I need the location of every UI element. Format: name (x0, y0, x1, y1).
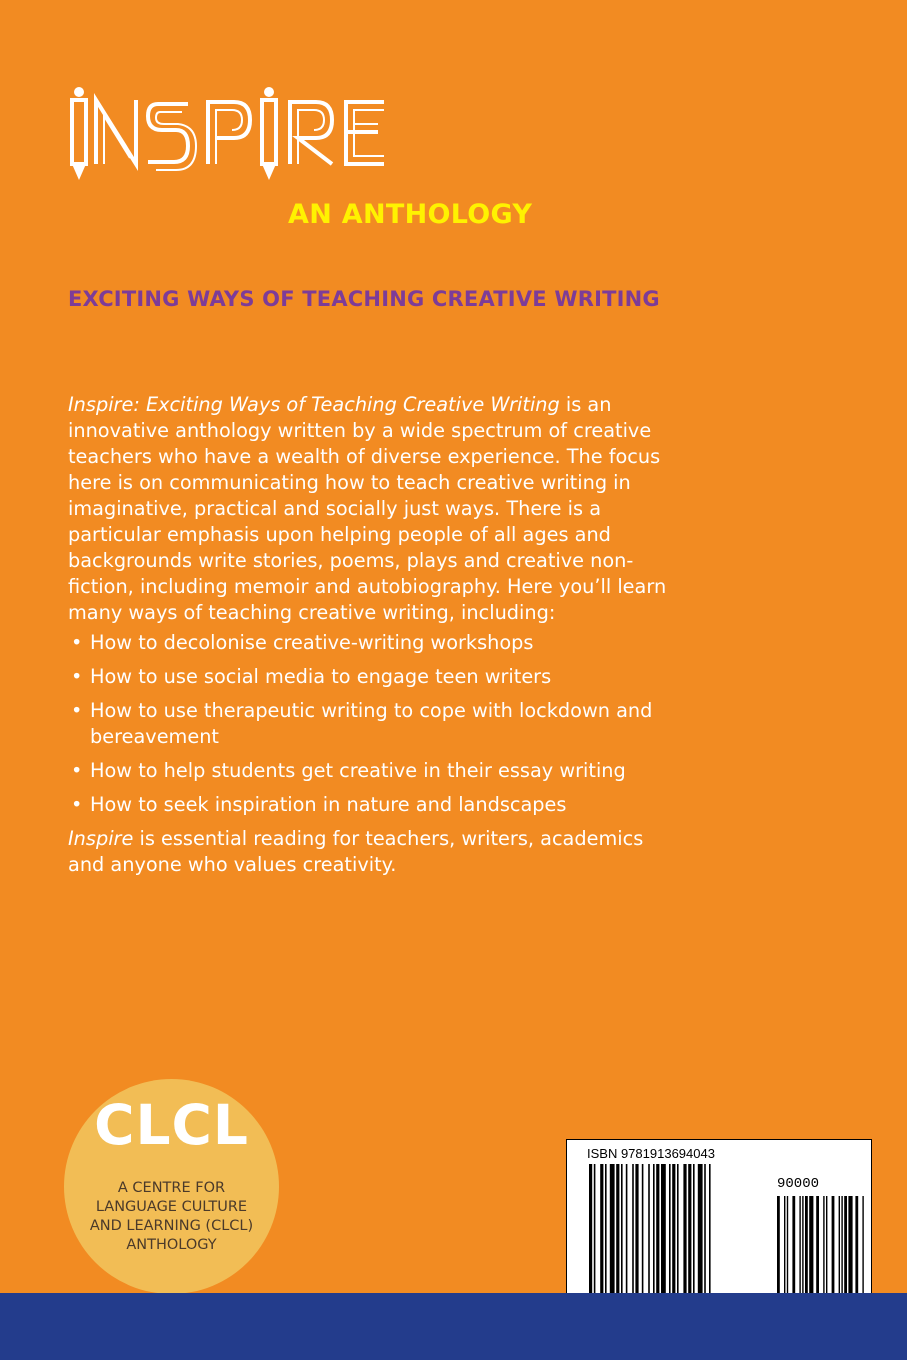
addon-bar (792, 1196, 795, 1298)
bullet-item: • How to decolonise creative-writing workshops (68, 630, 678, 656)
barcode-bar (616, 1164, 619, 1298)
addon-bar (802, 1196, 803, 1298)
bullet-item: • How to use therapeutic writing to cope with lockdown and bereavement (68, 698, 678, 750)
addon-bar (826, 1196, 827, 1298)
inspire-wordmark (66, 86, 426, 186)
barcode-bar (669, 1164, 671, 1298)
subtitle: AN ANTHOLOGY (288, 199, 533, 230)
barcode-bar (626, 1164, 628, 1298)
barcode-bar (589, 1164, 592, 1298)
barcode-bar (704, 1164, 706, 1298)
addon-bar (805, 1196, 808, 1298)
blurb-intro (68, 392, 678, 626)
barcode-bar (656, 1164, 659, 1298)
barcode-bar (677, 1164, 679, 1298)
clcl-badge (64, 1079, 279, 1294)
blurb-closing (68, 826, 678, 878)
addon-bar (839, 1196, 840, 1298)
addon-bar (855, 1196, 858, 1298)
tagline: EXCITING WAYS OF TEACHING CREATIVE WRITING (68, 287, 660, 311)
barcode-bar (594, 1164, 596, 1298)
blurb (68, 392, 678, 878)
blurb-closing-title: Inspire (68, 827, 134, 850)
price-code: 90000 (777, 1176, 820, 1192)
badge-title: CLCL (94, 1093, 249, 1157)
bullet-list (68, 630, 678, 818)
addon-bar (832, 1196, 835, 1298)
barcode-bar (605, 1164, 607, 1298)
bullet-item: • How to help students get creative in their essay writing (68, 758, 678, 784)
addon-bar (784, 1196, 785, 1298)
barcode-bar (610, 1164, 615, 1298)
footer-band (0, 1293, 907, 1360)
bullet-item: • How to seek inspiration in nature and landscapes (68, 792, 678, 818)
barcode-bar (698, 1164, 703, 1298)
barcode-bar (653, 1164, 655, 1298)
badge-line: LANGUAGE CULTURE (95, 1199, 248, 1215)
badge-description (64, 1179, 279, 1255)
blurb-closing-text: is essential reading for teachers, writers, academics and anyone who values creativity. (68, 827, 644, 876)
addon-bar (777, 1196, 780, 1298)
barcode-bar (683, 1164, 686, 1298)
badge-line: ANTHOLOGY (126, 1237, 217, 1253)
bullet-item: • How to use social media to engage teen writers (68, 664, 678, 690)
barcode-bar (709, 1164, 711, 1298)
isbn-label: ISBN 9781913694043 (587, 1146, 715, 1161)
addon-bar (809, 1196, 813, 1298)
addon-bar (799, 1196, 800, 1298)
blurb-intro-title: Inspire: Exciting Ways of Teaching Creative Writing (68, 393, 560, 416)
addon-bar (848, 1196, 852, 1298)
barcode-bar (693, 1164, 695, 1298)
badge-line: AND LEARNING (CLCL) (89, 1218, 254, 1234)
blurb-intro-text: is an innovative anthology written by a wide spectrum of creative teachers who have a wealth of diverse experience. The focus here is on communicating how to teach creative writing in imaginative, practical and socially just ways. There is a particular emphasis upon helping people of all ages and backgrounds write stories, poems, plays and creative non-fiction, including memoir and autobiography. Here you’ll learn many ways of teaching creative writing, including: (68, 393, 667, 624)
badge-line: A CENTRE FOR (117, 1180, 226, 1196)
barcode-bar (632, 1164, 634, 1298)
inspire-logo (66, 86, 426, 186)
addon-bar (844, 1196, 847, 1298)
barcode-bar (600, 1164, 603, 1298)
barcode-bar (621, 1164, 623, 1298)
barcode-bar (648, 1164, 650, 1298)
barcode-bar (672, 1164, 675, 1298)
addon-bar (787, 1196, 788, 1298)
addon-bar (862, 1196, 863, 1298)
barcode-bar (635, 1164, 638, 1298)
barcode-bar (661, 1164, 666, 1298)
barcode-bar (688, 1164, 691, 1298)
addon-bar (823, 1196, 824, 1298)
barcode-bar (642, 1164, 644, 1298)
addon-bar (841, 1196, 842, 1298)
addon-bar (816, 1196, 819, 1298)
